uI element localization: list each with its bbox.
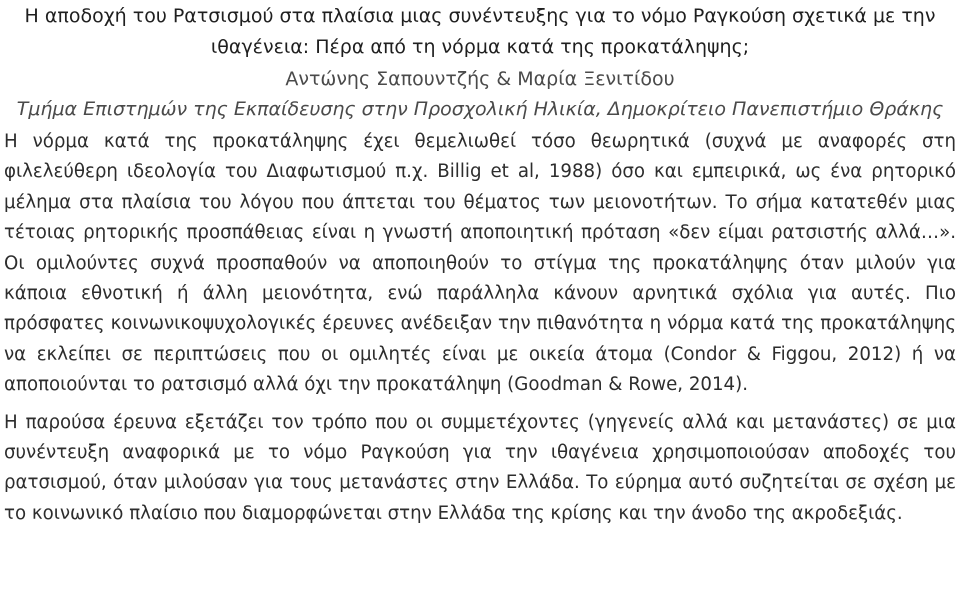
paper-affiliation: Τμήμα Επιστημών της Εκπαίδευσης στην Προσχολική Ηλικία, Δημοκρίτειο Πανεπιστήμιο Θράκης [16, 98, 944, 120]
abstract-paragraph-1: Η νόρμα κατά της προκατάληψης έχει θεμελιωθεί τόσο θεωρητικά (συχνά με αναφορές στη φιλελεύθερη ιδεολογία του Διαφωτισμού π.χ. Billig et al, 1988) όσο και εμπειρικά, ως ένα ρητορικό μέλημα στα πλαίσια του λόγου που άπτεται του θέματος των μειονοτήτων. Το σήμα κατατεθέν μιας τέτοιας ρητορικής προσπάθειας είναι η γνωστή αποποιητική πρόταση «δεν είμαι ρατσιστής αλλά…». Οι ομιλούντες συχνά προσπαθούν να αποποιηθούν το στίγμα της προκατάληψης όταν μιλούν για κάποια εθνοτική ή άλλη μειονότητα, ενώ παράλληλα κάνουν αρνητικά σχόλια για αυτές. Πιο πρόσφατες κοινωνικοψυχολογικές έρευνες ανέδειξαν την πιθανότητα η νόρμα κατά της προκατάληψης να εκλείπει σε περιπτώσεις που οι ομιλητές είναι με οικεία άτομα (Condor & Figgou, 2012) ή να αποποιούνται το ρατσισμό αλλά όχι την προκατάληψη (Goodman & Rowe, 2014). [4, 131, 956, 396]
document-page [4, 0, 956, 529]
paper-authors: Αντώνης Σαπουντζής & Μαρία Ξενιτίδου [285, 68, 675, 90]
paper-title: Η αποδοχή του Ρατσισμού στα πλαίσια μιας συνέντευξης για το νόμο Ραγκούση σχετικά με την ιθαγένεια: Πέρα από τη νόρμα κατά της προκατάληψης; [24, 5, 936, 58]
abstract-paragraph-2: Η παρούσα έρευνα εξετάζει τον τρόπο που οι συμμετέχοντες (γηγενείς αλλά και μετανάστες) σε μια συνέντευξη αναφορικά με το νόμο Ραγκούση για την ιθαγένεια χρησιμοποιούσαν αποδοχές του ρατσισμού, όταν μιλούσαν για τους μετανάστες στην Ελλάδα. Το εύρημα αυτό συζητείται σε σχέση με το κοινωνικό πλαίσιο που διαμορφώνεται στην Ελλάδα της κρίσης και την άνοδο της ακροδεξιάς. [4, 411, 956, 524]
